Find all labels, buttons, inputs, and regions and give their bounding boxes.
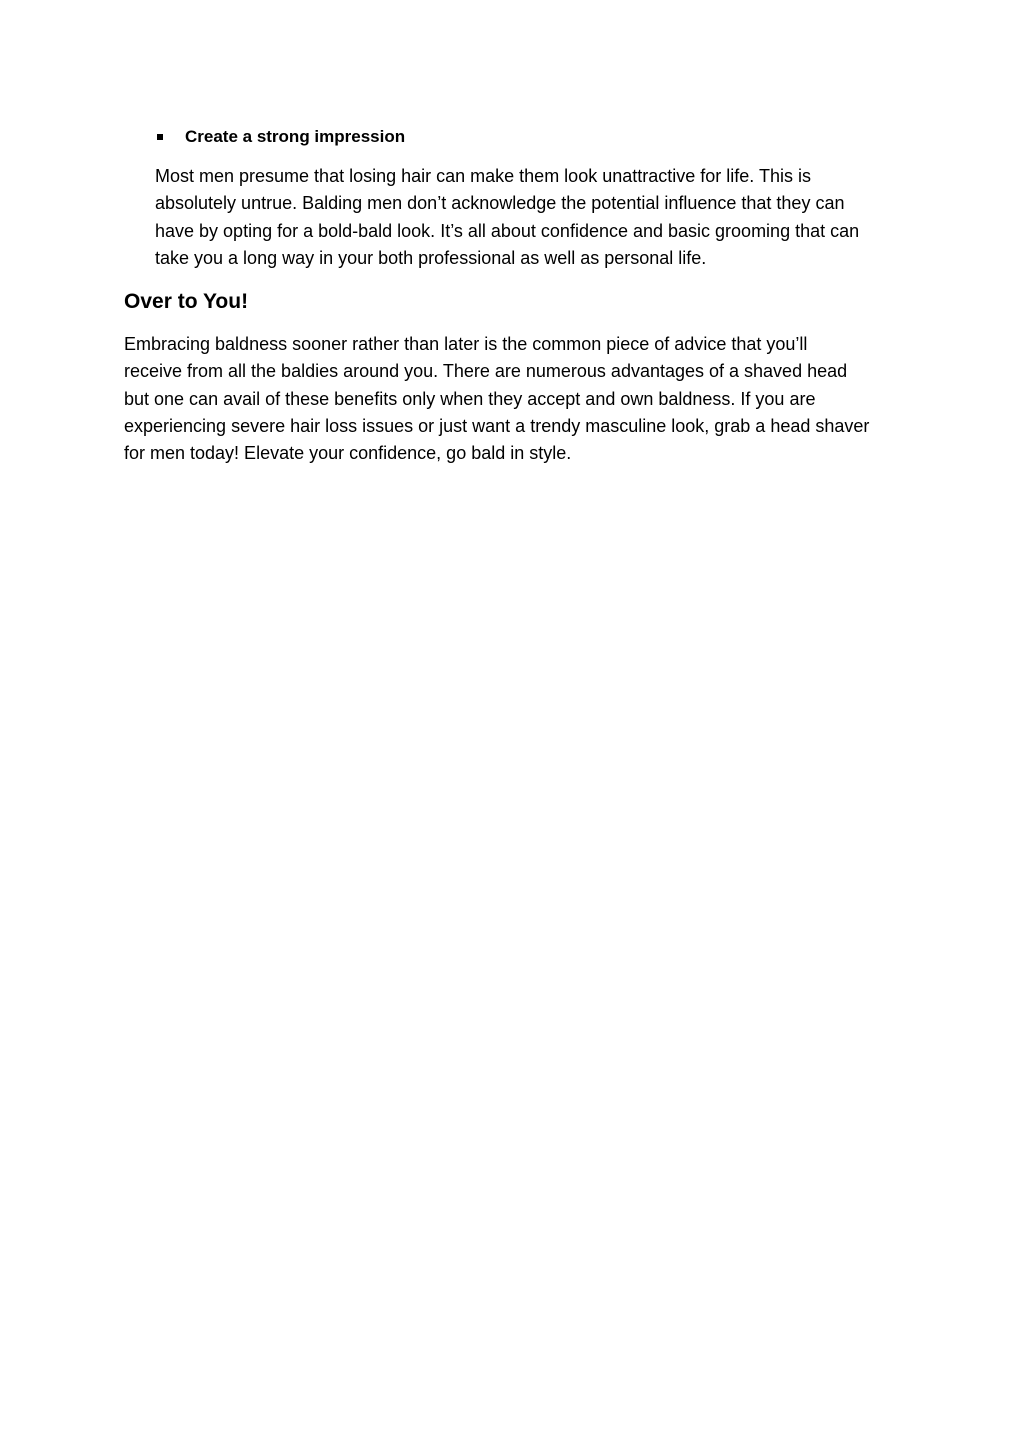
paragraph-line: take you a long way in your both professional as well as personal life. (155, 247, 707, 268)
paragraph-line: Most men presume that losing hair can make them look unattractive for life. This is (155, 166, 811, 186)
section-paragraph (124, 331, 914, 467)
paragraph-line: but one can avail of these benefits only when they accept and own baldness. If you are (124, 388, 816, 409)
paragraph-line: experiencing severe hair loss issues or just want a trendy masculine look, grab a head shaver (124, 415, 870, 436)
bullet-item (155, 124, 915, 150)
bullet-heading: Create a strong impression (185, 127, 406, 146)
paragraph-line: for men today! Elevate your confidence, go bald in style. (124, 443, 572, 464)
paragraph-line: have by opting for a bold-bald look. It’s all about confidence and basic grooming that can (155, 220, 860, 241)
paragraph-line: Embracing baldness sooner rather than later is the common piece of advice that you’ll (124, 334, 808, 354)
paragraph-line: receive from all the baldies around you. There are numerous advantages of a shaved head (124, 361, 848, 382)
paragraph-line: absolutely untrue. Balding men don’t acknowledge the potential influence that they can (155, 193, 845, 214)
section-heading: Over to You! (124, 290, 249, 313)
square-bullet-icon (157, 134, 163, 140)
bullet-paragraph (155, 163, 915, 272)
